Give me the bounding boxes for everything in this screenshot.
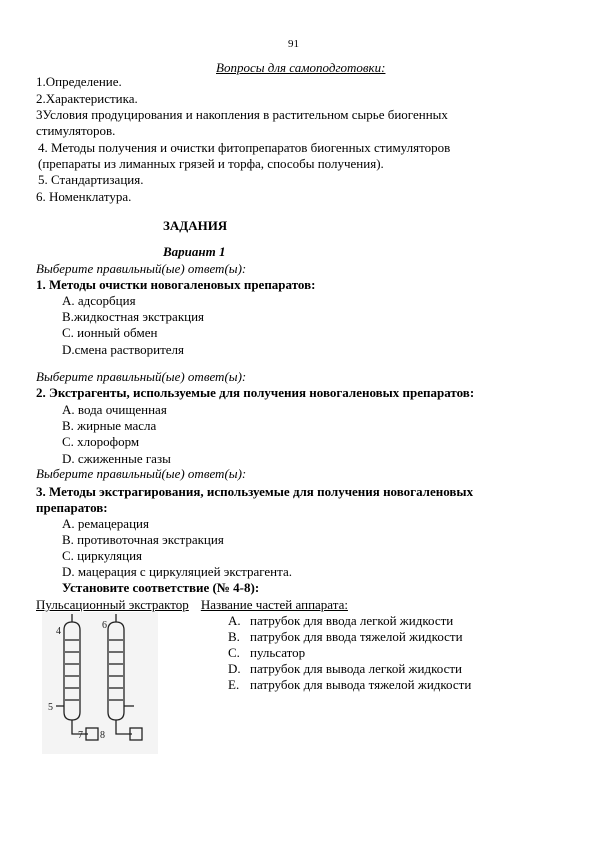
q3-option: D. мацерация с циркуляцией экстрагента. [62,564,292,579]
matching-option: B. патрубок для ввода тяжелой жидкости [228,629,463,644]
review-item: стимуляторов. [36,123,116,138]
q2-option: С. хлороформ [62,434,140,449]
review-item: 3Условия продуцирования и накопления в растительном сырье биогенных [36,107,448,122]
review-item: 1.Определение. [36,74,122,89]
review-heading: Вопросы для самоподготовки: [216,60,386,75]
extractor-diagram [42,612,158,754]
matching-left-header: Пульсационный экстрактор [36,597,189,612]
review-item: 2.Характеристика. [36,91,138,106]
variant-title: Вариант 1 [163,244,226,259]
diagram-label: 7 [78,730,83,741]
page-number: 91 [288,38,299,50]
q1-option: D.смена растворителя [62,342,185,357]
matching-option: E. патрубок для вывода тяжелой жидкости [228,677,472,692]
review-item: 4. Методы получения и очистки фитопрепаратов биогенных стимуляторов [38,140,451,155]
matching-option: C. пульсатор [228,645,306,660]
q2-question: 2. Экстрагенты, используемые для получения новогаленовых препаратов: [36,385,475,400]
matching-right-header: Название частей аппарата: [200,597,348,612]
q3-instruction: Выберите правильный(ые) ответ(ы): [36,466,247,481]
q2-instruction: Выберите правильный(ые) ответ(ы): [36,369,247,384]
q1-option: В.жидкостная экстракция [62,309,205,324]
q3-option: А. ремацерация [62,516,149,531]
review-item: (препараты из лиманных грязей и торфа, способы получения). [38,156,384,171]
diagram-label: 4 [56,626,61,637]
matching-header [36,597,366,613]
review-item: 6. Номенклатура. [36,189,132,204]
q3-option: В. противоточная экстракция [62,532,224,547]
q2-option: В. жирные масла [62,418,157,433]
matching-title: Установите соответствие (№ 4-8): [62,580,260,595]
q1-option: А. адсорбция [62,293,136,308]
matching-option: D. патрубок для вывода легкой жидкости [228,661,462,676]
q3-option: С. циркуляция [62,548,143,563]
matching-option: A. патрубок для ввода легкой жидкости [228,613,454,628]
q1-option: С. ионный обмен [62,325,158,340]
q1-instruction: Выберите правильный(ые) ответ(ы): [36,261,247,276]
tasks-title: ЗАДАНИЯ [163,218,228,233]
q2-option: А. вода очищенная [62,402,167,417]
review-item: 5. Стандартизация. [38,172,144,187]
diagram-label: 8 [100,730,105,741]
diagram-label: 5 [48,702,53,713]
q3-question: 3. Методы экстрагирования, используемые для получения новогаленовых [36,484,474,499]
diagram-label: 6 [102,620,107,631]
q3-question-cont: препаратов: [36,500,108,515]
q1-question: 1. Методы очистки новогаленовых препаратов: [36,277,316,292]
q2-option: D. сжиженные газы [62,451,171,466]
